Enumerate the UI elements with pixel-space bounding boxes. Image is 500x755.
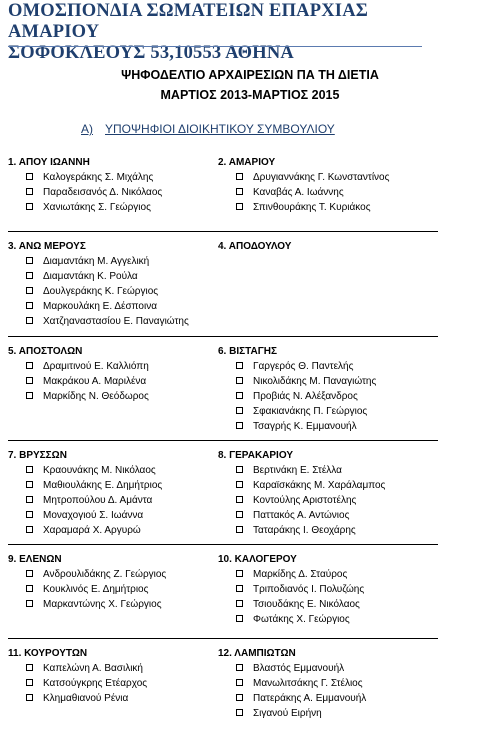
vote-checkbox[interactable] [26, 257, 33, 264]
vote-checkbox[interactable] [26, 570, 33, 577]
region-name: 7. ΒΡΥΣΣΩΝ [8, 450, 67, 461]
region-name: 10. ΚΑΛΟΓΕΡΟΥ [218, 554, 297, 565]
candidate-name: Μητροπούλου Δ. Αμάντα [43, 495, 153, 506]
row-divider [8, 336, 438, 337]
vote-checkbox[interactable] [236, 422, 243, 429]
candidate-name: Μοναχογιού Σ. Ιωάννα [43, 510, 144, 521]
candidate-name: Νικολιδάκης Μ. Παναγιώτης [253, 376, 377, 387]
candidate-item[interactable] [26, 185, 163, 200]
vote-checkbox[interactable] [26, 287, 33, 294]
candidate-item[interactable] [26, 269, 138, 284]
candidate-name: Φωτάκης Χ. Γεώργιος [253, 614, 350, 625]
vote-checkbox[interactable] [236, 173, 243, 180]
region-block [218, 156, 390, 215]
region-block [218, 240, 291, 254]
section-title: ΥΠΟΨΗΦΙΟΙ ΔΙΟΙΚΗΤΙΚΟΥ ΣΥΜΒΟΥΛΙΟΥ [105, 122, 335, 136]
candidate-name: Μανωλιτσάκης Γ. Στέλιος [253, 678, 363, 689]
candidate-name: Τριποδιανός Ι. Πολυζώης [253, 584, 365, 595]
vote-checkbox[interactable] [236, 679, 243, 686]
row-divider [8, 544, 438, 545]
vote-checkbox[interactable] [236, 600, 243, 607]
candidate-item[interactable] [26, 359, 149, 374]
vote-checkbox[interactable] [26, 664, 33, 671]
candidate-item[interactable] [236, 691, 367, 706]
region-name: 11. ΚΟΥΡΟΥΤΩΝ [8, 648, 88, 659]
candidate-name: Κατσούγκρης Ετέαρχος [43, 678, 148, 689]
vote-checkbox[interactable] [26, 466, 33, 473]
candidate-item[interactable] [26, 661, 143, 676]
row-divider [8, 638, 438, 639]
vote-checkbox[interactable] [236, 407, 243, 414]
candidate-item[interactable] [26, 493, 153, 508]
candidate-item[interactable] [236, 676, 363, 691]
region-block [8, 345, 149, 404]
row-divider [8, 231, 438, 232]
candidate-item[interactable] [236, 463, 342, 478]
candidate-item[interactable] [26, 389, 149, 404]
vote-checkbox[interactable] [236, 709, 243, 716]
candidate-item[interactable] [26, 374, 147, 389]
candidate-item[interactable] [236, 582, 365, 597]
candidate-name: Τσαγρής Κ. Εμμανουήλ [253, 421, 357, 432]
candidate-item[interactable] [236, 597, 360, 612]
candidate-name: Σιγανού Ειρήνη [253, 708, 322, 719]
candidate-name: Πατεράκης Α. Εμμανουήλ [253, 693, 367, 704]
region-block [218, 647, 367, 721]
candidate-name: Βερτινάκη Ε. Στέλλα [253, 465, 342, 476]
vote-checkbox[interactable] [236, 377, 243, 384]
candidate-name: Παραδεισανός Δ. Νικόλαος [43, 187, 163, 198]
candidate-name: Παττακός Α. Αντώνιος [253, 510, 350, 521]
vote-checkbox[interactable] [236, 362, 243, 369]
candidate-name: Μαρκίδης Δ. Σταύρος [253, 569, 348, 580]
candidate-item[interactable] [236, 493, 357, 508]
candidate-item[interactable] [26, 254, 150, 269]
vote-checkbox[interactable] [26, 496, 33, 503]
candidate-name: Μαρκίδης Ν. Θεόδωρος [43, 391, 149, 402]
candidate-name: Καναβάς Α. Ιωάννης [253, 187, 344, 198]
candidate-name: Διαμαντάκη Μ. Αγγελική [43, 256, 150, 267]
candidate-item[interactable] [26, 676, 148, 691]
vote-checkbox[interactable] [236, 526, 243, 533]
header-line-1: ΟΜΟΣΠΟΝΔΙΑ ΣΩΜΑΤΕΙΩΝ ΕΠΑΡΧΙΑΣ ΑΜΑΡΙΟΥ [8, 1, 369, 42]
vote-checkbox[interactable] [236, 664, 243, 671]
candidate-name: Σφακιανάκης Π. Γεώργιος [253, 406, 368, 417]
vote-checkbox[interactable] [26, 377, 33, 384]
region-name: 5. ΑΠΟΣΤΟΛΩΝ [8, 346, 83, 357]
region-name: 6. ΒΙΣΤΑΓΗΣ [218, 346, 277, 357]
candidate-name: Δρυγιαννάκης Γ. Κωνσταντίνος [253, 172, 390, 183]
vote-checkbox[interactable] [26, 585, 33, 592]
candidate-name: Καπελώνη Α. Βασιλική [43, 663, 143, 674]
candidate-name: Κουκλινός Ε. Δημήτριος [43, 584, 149, 595]
candidate-name: Σπινθουράκης Τ. Κυριάκος [253, 202, 371, 213]
candidate-name: Μακράκου Α. Μαριλένα [43, 376, 147, 387]
vote-checkbox[interactable] [26, 173, 33, 180]
vote-checkbox[interactable] [236, 585, 243, 592]
candidate-name: Δραμιτινού Ε. Καλλιόπη [43, 361, 149, 372]
vote-checkbox[interactable] [26, 317, 33, 324]
vote-checkbox[interactable] [26, 302, 33, 309]
candidate-item[interactable] [236, 523, 356, 538]
ballot-title: ΨΗΦΟΔΕΛΤΙΟ ΑΡΧΑΙΡΕΣΙΩΝ ΠΑ ΤΗ ΔΙΕΤΙΑ [121, 68, 379, 82]
candidate-item[interactable] [236, 567, 348, 582]
header-line-2: ΣΟΦΟΚΛΕΟΥΣ 53,10553 ΑΘΗΝΑ [8, 43, 294, 63]
vote-checkbox[interactable] [26, 511, 33, 518]
vote-checkbox[interactable] [236, 481, 243, 488]
candidate-item[interactable] [236, 508, 350, 523]
region-block [8, 156, 163, 215]
candidate-name: Καραϊσκάκης Μ. Χαράλαμπος [253, 480, 386, 491]
candidate-item[interactable] [236, 374, 377, 389]
candidate-item[interactable] [26, 597, 162, 612]
vote-checkbox[interactable] [26, 203, 33, 210]
region-block [218, 345, 377, 434]
section-letter: Α) [81, 122, 93, 136]
candidate-name: Βλαστός Εμμανουήλ [253, 663, 345, 674]
region-name: 2. ΑΜΑΡΙΟΥ [218, 157, 276, 168]
candidate-item[interactable] [236, 359, 354, 374]
region-name: 12. ΛΑΜΠΙΩΤΩΝ [218, 648, 296, 659]
region-name: 8. ΓΕΡΑΚΑΡΙΟΥ [218, 450, 294, 461]
region-block [8, 240, 189, 329]
candidate-name: Καλογεράκης Σ. Μιχάλης [43, 172, 154, 183]
vote-checkbox[interactable] [236, 615, 243, 622]
section-heading [81, 122, 335, 136]
candidate-name: Μαρκαντώνης Χ. Γεώργιος [43, 599, 162, 610]
region-name: 3. ΑΝΩ ΜΕΡΟΥΣ [8, 241, 86, 252]
candidate-item[interactable] [236, 661, 345, 676]
candidate-name: Ανδρουλιδάκης Ζ. Γεώργιος [43, 569, 167, 580]
candidate-name: Χαραμαρά Χ. Αργυρώ [43, 525, 141, 536]
region-name: 4. ΑΠΟΔΟΥΛΟΥ [218, 241, 292, 252]
vote-checkbox[interactable] [26, 526, 33, 533]
federation-header [8, 1, 438, 64]
vote-checkbox[interactable] [236, 466, 243, 473]
candidate-item[interactable] [26, 200, 151, 215]
row-divider [8, 440, 438, 441]
candidate-name: Κοντούλης Αριστοτέλης [253, 495, 357, 506]
vote-checkbox[interactable] [26, 188, 33, 195]
header-rule [8, 46, 422, 47]
candidate-item[interactable] [236, 706, 322, 721]
region-name: 1. ΑΠΟΥ ΙΩΑΝΝΗ [8, 157, 90, 168]
candidate-name: Τσιουδάκης Ε. Νικόλαος [253, 599, 360, 610]
vote-checkbox[interactable] [26, 392, 33, 399]
candidate-name: Χατζηαναστασίου Ε. Παναγιώτης [43, 316, 189, 327]
candidate-item[interactable] [236, 170, 390, 185]
vote-checkbox[interactable] [236, 392, 243, 399]
region-block [8, 553, 167, 612]
vote-checkbox[interactable] [26, 600, 33, 607]
candidate-name: Μαθιουλάκης Ε. Δημήτριος [43, 480, 163, 491]
vote-checkbox[interactable] [236, 694, 243, 701]
vote-checkbox[interactable] [26, 679, 33, 686]
candidate-item[interactable] [26, 463, 156, 478]
candidate-name: Διαμαντάκη Κ. Ρούλα [43, 271, 138, 282]
candidate-item[interactable] [26, 299, 157, 314]
candidate-name: Μαρκουλάκη Ε. Δέσποινα [43, 301, 157, 312]
candidate-name: Δουλγεράκης Κ. Γεώργιος [43, 286, 159, 297]
candidate-name: Κραουνάκης Μ. Νικόλαος [43, 465, 156, 476]
region-block [8, 449, 163, 538]
region-block [218, 553, 365, 627]
candidate-item[interactable] [236, 389, 358, 404]
candidate-item[interactable] [26, 170, 154, 185]
candidate-item[interactable] [236, 612, 350, 627]
vote-checkbox[interactable] [26, 362, 33, 369]
region-block [218, 449, 386, 538]
candidate-item[interactable] [26, 284, 159, 299]
candidate-item[interactable] [26, 567, 167, 582]
candidate-item[interactable] [26, 478, 163, 493]
candidate-name: Ταταράκης Ι. Θεοχάρης [253, 525, 356, 536]
candidate-item[interactable] [26, 508, 144, 523]
vote-checkbox[interactable] [236, 188, 243, 195]
candidate-name: Χανιωτάκης Σ. Γεώργιος [43, 202, 151, 213]
candidate-item[interactable] [236, 200, 371, 215]
vote-checkbox[interactable] [236, 203, 243, 210]
vote-checkbox[interactable] [236, 570, 243, 577]
vote-checkbox[interactable] [26, 694, 33, 701]
vote-checkbox[interactable] [236, 496, 243, 503]
candidate-item[interactable] [26, 314, 189, 329]
candidate-name: Γαργερός Θ. Παντελής [253, 361, 354, 372]
ballot-period: ΜΑΡΤΙΟΣ 2013-ΜΑΡΤΙΟΣ 2015 [160, 88, 340, 102]
candidate-name: Προβιάς Ν. Αλέξανδρος [253, 391, 358, 402]
region-block [8, 647, 148, 706]
candidate-item[interactable] [26, 691, 129, 706]
candidate-item[interactable] [236, 478, 386, 493]
vote-checkbox[interactable] [26, 272, 33, 279]
candidate-name: Κλημαθιανού Ρένια [43, 693, 129, 704]
candidate-item[interactable] [26, 582, 149, 597]
candidate-item[interactable] [236, 185, 344, 200]
candidate-item[interactable] [236, 404, 368, 419]
vote-checkbox[interactable] [26, 481, 33, 488]
region-name: 9. ΕΛΕΝΩΝ [8, 554, 62, 565]
vote-checkbox[interactable] [236, 511, 243, 518]
candidate-item[interactable] [236, 419, 357, 434]
candidate-item[interactable] [26, 523, 141, 538]
